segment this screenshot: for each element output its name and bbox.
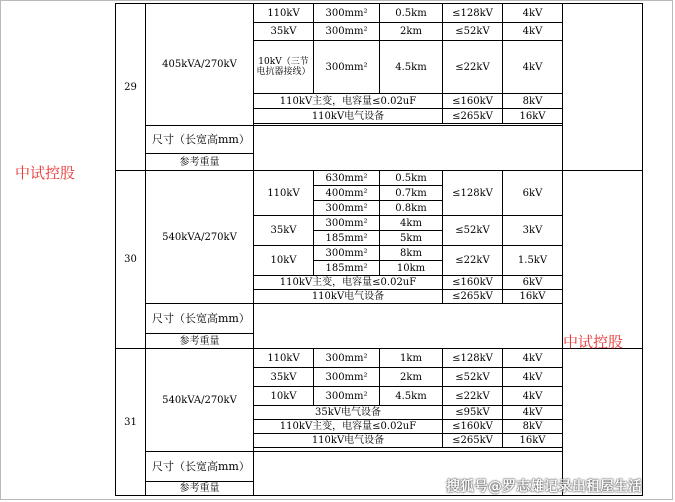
limit-cell: ≤22kV [443, 41, 503, 94]
capacity-cell: 540kVA/270kV [146, 171, 254, 304]
section-cell: 300mm² [314, 201, 380, 216]
value-cell: 16kV [503, 434, 563, 448]
value-cell: 6kV [503, 171, 563, 216]
empty-cell [254, 126, 563, 171]
limit-cell: ≤160kV [443, 276, 503, 290]
empty-cell [254, 304, 563, 349]
size-label: 尺寸（长宽高mm） [146, 126, 254, 154]
section-cell: 300mm² [314, 216, 380, 231]
limit-cell: ≤128kV [443, 349, 503, 368]
section-cell: 630mm² [314, 171, 380, 186]
value-cell: 16kV [503, 290, 563, 304]
limit-cell: ≤160kV [443, 94, 503, 109]
empty-cell [563, 171, 643, 349]
limit-cell: ≤128kV [443, 4, 503, 23]
value-cell: 4kV [503, 387, 563, 406]
table-row [116, 4, 643, 23]
section-cell: 300mm² [314, 23, 380, 41]
extra-label: 110kV主变，电容量≤0.02uF [254, 420, 443, 434]
limit-cell: ≤22kV [443, 246, 503, 276]
section-cell: 300mm² [314, 387, 380, 406]
row-number: 29 [116, 4, 146, 171]
value-cell: 16kV [503, 109, 563, 124]
table-row [116, 171, 643, 186]
voltage-cell: 110kV [254, 4, 314, 23]
section-cell: 300mm² [314, 4, 380, 23]
limit-cell: ≤95kV [443, 406, 503, 420]
limit-cell: ≤52kV [443, 23, 503, 41]
voltage-cell: 35kV [254, 23, 314, 41]
row-number: 30 [116, 171, 146, 349]
limit-cell: ≤22kV [443, 387, 503, 406]
section-cell: 185mm² [314, 261, 380, 276]
length-cell: 0.5km [380, 4, 443, 23]
length-cell: 0.8km [380, 201, 443, 216]
weight-label: 参考重量 [146, 334, 254, 349]
capacity-cell: 540kVA/270kV [146, 349, 254, 452]
section-cell: 300mm² [314, 246, 380, 261]
extra-label: 110kV电气设备 [254, 109, 443, 124]
limit-cell: ≤52kV [443, 216, 503, 246]
section-cell: 300mm² [314, 349, 380, 368]
length-cell: 8km [380, 246, 443, 261]
extra-label: 110kV电气设备 [254, 434, 443, 448]
value-cell: 6kV [503, 276, 563, 290]
value-cell: 4kV [503, 23, 563, 41]
length-cell: 0.7km [380, 186, 443, 201]
length-cell: 0.5km [380, 171, 443, 186]
voltage-cell: 10kV [254, 387, 314, 406]
extra-label: 110kV主变，电容量≤0.02uF [254, 276, 443, 290]
row-number: 31 [116, 349, 146, 496]
value-cell: 4kV [503, 406, 563, 420]
weight-label: 参考重量 [146, 482, 254, 496]
length-cell: 4.5km [380, 387, 443, 406]
limit-cell: ≤128kV [443, 171, 503, 216]
watermark-right: 中试控股 [563, 333, 624, 351]
value-cell: 4kV [503, 41, 563, 94]
voltage-cell: 35kV [254, 368, 314, 387]
voltage-cell: 110kV [254, 171, 314, 216]
watermark-left: 中试控股 [15, 164, 76, 182]
section-cell: 185mm² [314, 231, 380, 246]
length-cell: 10km [380, 261, 443, 276]
section-cell: 400mm² [314, 186, 380, 201]
limit-cell: ≤265kV [443, 109, 503, 124]
extra-label: 35kV电气设备 [254, 406, 443, 420]
empty-cell [563, 349, 643, 496]
length-cell: 2km [380, 368, 443, 387]
source-watermark: 搜狐号@罗志雄记录出租屋生活 [446, 479, 642, 495]
limit-cell: ≤265kV [443, 434, 503, 448]
voltage-cell: 110kV [254, 349, 314, 368]
empty-cell [563, 4, 643, 171]
length-cell: 5km [380, 231, 443, 246]
size-label: 尺寸（长宽高mm） [146, 304, 254, 334]
value-cell: 4kV [503, 349, 563, 368]
section-cell: 300mm² [314, 41, 380, 94]
length-cell: 4km [380, 216, 443, 231]
section-cell: 300mm² [314, 368, 380, 387]
extra-label: 110kV主变，电容量≤0.02uF [254, 94, 443, 109]
spec-table [115, 3, 643, 496]
value-cell: 3kV [503, 216, 563, 246]
value-cell: 4kV [503, 4, 563, 23]
length-cell: 1km [380, 349, 443, 368]
value-cell: 1.5kV [503, 246, 563, 276]
voltage-cell: 10kV [254, 246, 314, 276]
capacity-cell: 405kVA/270kV [146, 4, 254, 126]
voltage-cell: 35kV [254, 216, 314, 246]
limit-cell: ≤265kV [443, 290, 503, 304]
voltage-cell: 10kV（三节电抗器接线） [254, 41, 314, 94]
size-label: 尺寸（长宽高mm） [146, 452, 254, 482]
limit-cell: ≤160kV [443, 420, 503, 434]
value-cell: 4kV [503, 368, 563, 387]
weight-label: 参考重量 [146, 154, 254, 171]
limit-cell: ≤52kV [443, 368, 503, 387]
value-cell: 8kV [503, 420, 563, 434]
length-cell: 4.5km [380, 41, 443, 94]
extra-label: 110kV电气设备 [254, 290, 443, 304]
value-cell: 8kV [503, 94, 563, 109]
length-cell: 2km [380, 23, 443, 41]
